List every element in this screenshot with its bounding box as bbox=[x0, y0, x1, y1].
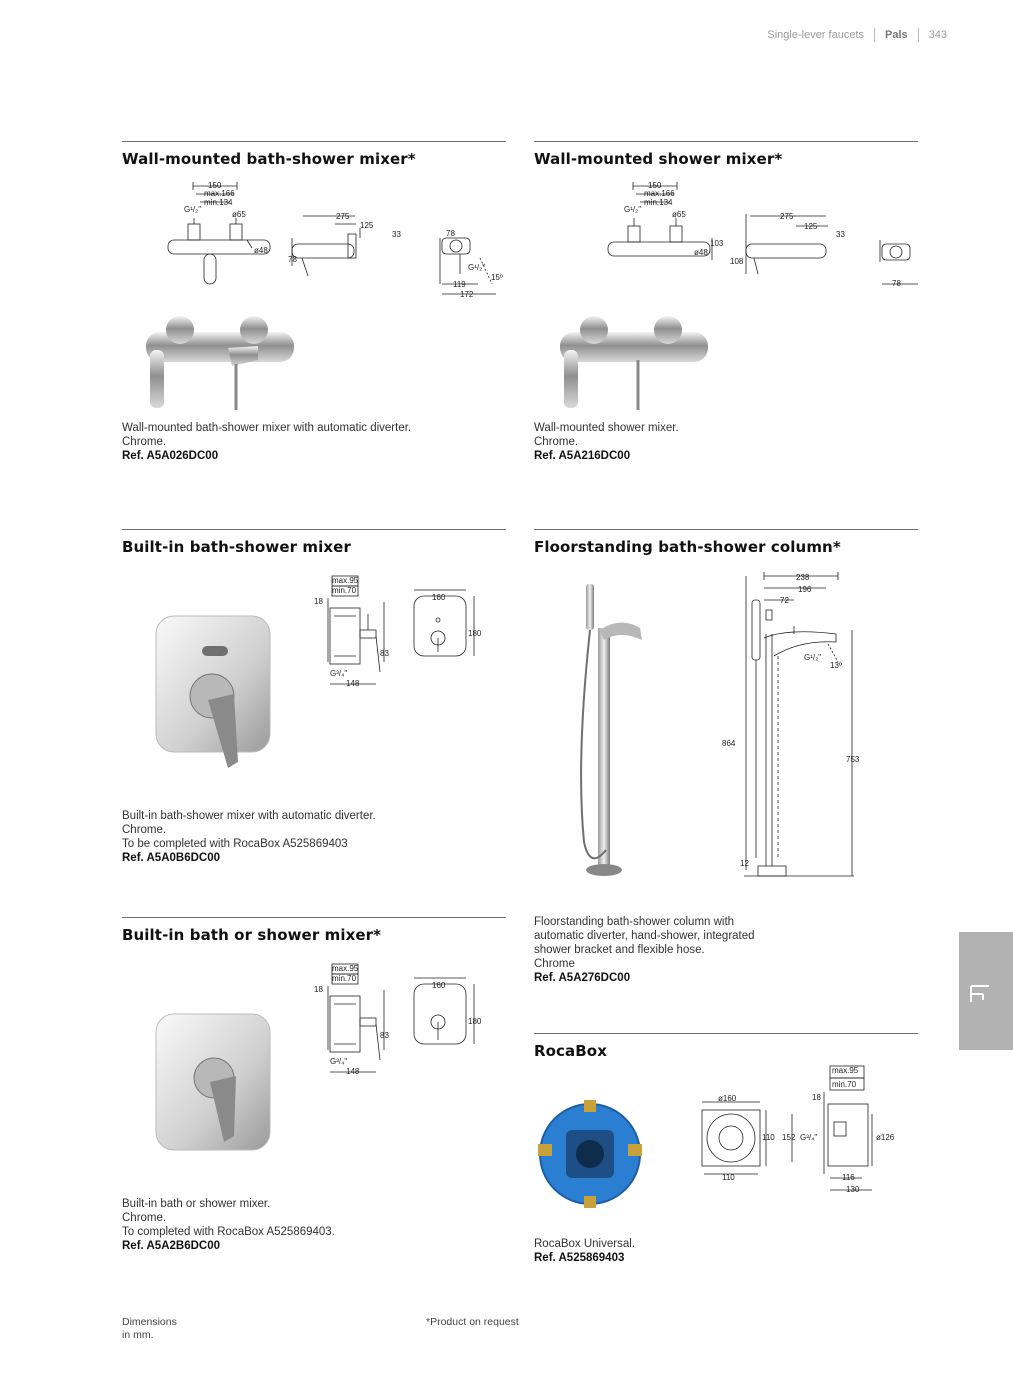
dim-196: 196 bbox=[798, 585, 812, 594]
section-wall-shower bbox=[534, 141, 918, 168]
dim-33: 33 bbox=[392, 230, 401, 239]
dim-angle: 13º bbox=[830, 661, 842, 670]
wall-bath-technical-drawing bbox=[160, 178, 503, 303]
dim-min134: min.134 bbox=[644, 198, 673, 207]
builtin-bath-description bbox=[122, 809, 376, 865]
dim-12: 12 bbox=[740, 859, 749, 868]
footer-line: in mm. bbox=[122, 1329, 154, 1341]
dim-103: 103 bbox=[710, 239, 724, 248]
chapter-tab[interactable] bbox=[959, 932, 1013, 1050]
dim-33: 33 bbox=[836, 230, 845, 239]
dim-125: 125 bbox=[360, 221, 374, 230]
dim-thread-2: G¹/₂" bbox=[468, 263, 486, 272]
dim-min134: min.134 bbox=[204, 198, 233, 207]
dim-max166: max.166 bbox=[644, 189, 675, 198]
dim-o126: ø126 bbox=[876, 1133, 895, 1142]
dim-150: 150 bbox=[208, 181, 222, 190]
dim-160: 160 bbox=[432, 593, 446, 602]
section-title: Floorstanding bath-shower column* bbox=[534, 538, 841, 556]
dim-18: 18 bbox=[812, 1093, 821, 1102]
floor-column-technical-drawing bbox=[718, 570, 868, 890]
dim-148: 148 bbox=[346, 1067, 360, 1076]
dim-max95: max.95 bbox=[832, 1066, 859, 1075]
product-ref: Ref. A5A0B6DC00 bbox=[122, 852, 220, 864]
section-title: Wall-mounted bath-shower mixer* bbox=[122, 150, 416, 168]
dim-angle: 15º bbox=[491, 273, 503, 282]
desc-line: Chrome. bbox=[122, 824, 167, 836]
header-collection: Pals bbox=[885, 29, 908, 41]
desc-line: Floorstanding bath-shower column with bbox=[534, 916, 735, 928]
desc-line: Chrome. bbox=[534, 436, 579, 448]
section-floor-column bbox=[534, 529, 918, 556]
section-rule bbox=[534, 141, 918, 142]
desc-line: To completed with RocaBox A525869403. bbox=[122, 1226, 335, 1238]
rocabox-technical-drawing bbox=[696, 1062, 906, 1198]
dim-119: 119 bbox=[453, 280, 466, 289]
dim-o65: ø65 bbox=[232, 210, 246, 219]
wall-shower-product-photo bbox=[554, 308, 714, 414]
dim-275: 275 bbox=[780, 212, 794, 221]
wall-bath-description bbox=[122, 421, 411, 463]
desc-line: Chrome bbox=[534, 958, 575, 970]
dim-78: 78 bbox=[892, 279, 901, 288]
footer-product-note: *Product on request bbox=[426, 1316, 519, 1328]
desc-line: automatic diverter, hand-shower, integrated bbox=[534, 930, 755, 942]
dim-18: 18 bbox=[314, 985, 323, 994]
dim-172: 172 bbox=[460, 290, 474, 299]
product-ref: Ref. A5A276DC00 bbox=[534, 972, 631, 984]
dim-238: 238 bbox=[796, 573, 810, 582]
dim-180: 180 bbox=[468, 629, 482, 638]
desc-line: Built-in bath-shower mixer with automatic diverter. bbox=[122, 810, 376, 822]
dim-min70: min.70 bbox=[332, 586, 357, 595]
section-title: RocaBox bbox=[534, 1042, 607, 1060]
dim-110-right: 110 bbox=[762, 1133, 775, 1142]
section-title: Wall-mounted shower mixer* bbox=[534, 150, 783, 168]
dim-78-top: 78 bbox=[446, 229, 455, 238]
section-builtin-bath bbox=[122, 529, 506, 556]
dim-o48: ø48 bbox=[254, 246, 268, 255]
dim-18: 18 bbox=[314, 597, 323, 606]
section-wall-bath bbox=[122, 141, 506, 168]
floor-column-product-photo bbox=[560, 580, 660, 886]
dim-thread: G¹/₂" bbox=[184, 205, 202, 214]
dim-753: 753 bbox=[846, 755, 860, 764]
dim-thread: G³/₄" bbox=[330, 1057, 348, 1066]
product-ref: Ref. A5A2B6DC00 bbox=[122, 1240, 220, 1252]
builtin-bath-or-shower-product-photo bbox=[152, 1010, 272, 1158]
section-rule bbox=[534, 529, 918, 530]
builtin-bath-product-photo bbox=[152, 612, 272, 772]
dim-275: 275 bbox=[336, 212, 350, 221]
desc-line: Wall-mounted bath-shower mixer with automatic diverter. bbox=[122, 422, 412, 434]
footer-dimensions-note bbox=[122, 1316, 177, 1342]
dim-116: 116 bbox=[842, 1173, 855, 1182]
desc-line: Wall-mounted shower mixer. bbox=[534, 422, 679, 434]
desc-line: RocaBox Universal. bbox=[534, 1238, 635, 1250]
desc-line: Chrome. bbox=[122, 1212, 167, 1224]
builtin-bath-or-shower-description bbox=[122, 1197, 335, 1253]
dim-o160: ø160 bbox=[718, 1094, 737, 1103]
dim-o65: ø65 bbox=[672, 210, 686, 219]
wall-bath-product-photo bbox=[140, 308, 300, 414]
dim-o48: ø48 bbox=[694, 248, 708, 257]
section-rocabox bbox=[534, 1033, 918, 1060]
section-title: Built-in bath or shower mixer* bbox=[122, 926, 382, 944]
dim-78-side: 78 bbox=[288, 255, 297, 264]
dim-min70: min.70 bbox=[332, 974, 357, 983]
dim-125: 125 bbox=[804, 222, 818, 231]
page-number: 343 bbox=[928, 29, 947, 41]
section-rule bbox=[534, 1033, 918, 1034]
dim-180: 180 bbox=[468, 1017, 482, 1026]
dim-thread: G¹/₂" bbox=[804, 653, 822, 662]
product-ref: Ref. A525869403 bbox=[534, 1252, 625, 1264]
header-divider bbox=[874, 28, 875, 42]
header-category: Single-lever faucets bbox=[767, 29, 864, 41]
dim-160: 160 bbox=[432, 981, 446, 990]
section-rule bbox=[122, 917, 506, 918]
dim-thread: G³/₄" bbox=[330, 669, 348, 678]
dim-thread: G¹/₂" bbox=[624, 205, 642, 214]
product-ref: Ref. A5A216DC00 bbox=[534, 450, 631, 462]
dim-152: 152 bbox=[782, 1133, 796, 1142]
dim-150: 150 bbox=[648, 181, 662, 190]
dim-thread: G³/₄" bbox=[800, 1133, 818, 1142]
builtin-bath-or-shower-technical-drawing bbox=[310, 960, 500, 1078]
dim-108: 108 bbox=[730, 257, 744, 266]
faucet-icon bbox=[959, 932, 1013, 1050]
dim-864: 864 bbox=[722, 739, 736, 748]
dim-72: 72 bbox=[780, 596, 789, 605]
product-ref: Ref. A5A026DC00 bbox=[122, 450, 219, 462]
wall-shower-description bbox=[534, 421, 679, 463]
section-builtin-bath-or-shower bbox=[122, 917, 506, 944]
dim-max166: max.166 bbox=[204, 189, 235, 198]
builtin-bath-technical-drawing bbox=[310, 572, 500, 690]
wall-shower-technical-drawing bbox=[600, 178, 930, 293]
rocabox-description bbox=[534, 1237, 635, 1265]
rocabox-product-photo bbox=[536, 1098, 644, 1210]
floor-column-description bbox=[534, 915, 755, 985]
header-divider bbox=[918, 28, 919, 42]
section-title: Built-in bath-shower mixer bbox=[122, 538, 351, 556]
dim-max95: max.95 bbox=[332, 576, 359, 585]
desc-line: To be completed with RocaBox A525869403 bbox=[122, 838, 348, 850]
page-header bbox=[767, 28, 947, 42]
dim-83: 83 bbox=[380, 649, 389, 658]
desc-line: Chrome. bbox=[122, 436, 167, 448]
section-rule bbox=[122, 141, 506, 142]
dim-min70: min.70 bbox=[832, 1080, 857, 1089]
section-rule bbox=[122, 529, 506, 530]
dim-110-bottom: 110 bbox=[722, 1173, 735, 1182]
dim-83: 83 bbox=[380, 1031, 389, 1040]
footer-line: Dimensions bbox=[122, 1316, 177, 1328]
dim-max95: max.95 bbox=[332, 964, 359, 973]
dim-130: 130 bbox=[846, 1185, 860, 1194]
desc-line: Built-in bath or shower mixer. bbox=[122, 1198, 271, 1210]
dim-148: 148 bbox=[346, 679, 360, 688]
desc-line: shower bracket and flexible hose. bbox=[534, 944, 705, 956]
